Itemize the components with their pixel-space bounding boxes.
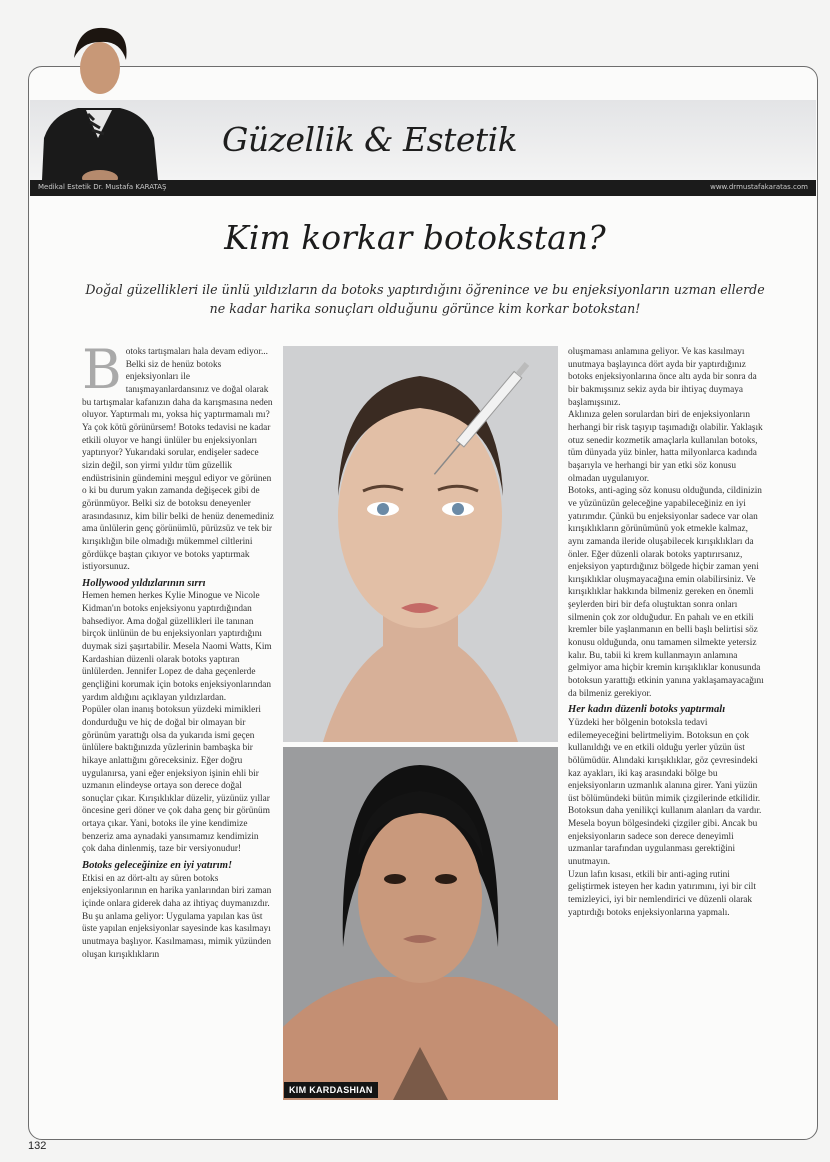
author-name: Medikal Estetik Dr. Mustafa KARATAŞ: [38, 183, 167, 191]
section-title: Güzellik & Estetik: [222, 120, 518, 159]
article-title: Kim korkar botokstan?: [224, 218, 606, 257]
paragraph: Yüzdeki her bölgenin botoksla tedavi edilemeyeceğini belirtmeliyim. Botoksun en çok kullanıldığı ve en etkili olduğu yerler yüzün üst bölümüdür. Alındaki kırışıklıklar, göz çevresindeki kaz ayakları, iki kaş arasındaki bölge bu enjeksiyonların uzmanlık alanına girer. Yani yüzün üst bölümündeki bütün mimik çizgilerinde etkilidir. Botoksun daha yenilikçi kullanım alanları da vardır. Mesela boyun bölgesindeki çizgiler gibi. Ancak bu enjeksiyonların sadece son derece deneyimli uzmanlar tarafından uygulanması gerektiğini unutmayın.: [568, 717, 762, 868]
subheading-investment: Botoks geleceğinize en iyi yatırım!: [82, 860, 233, 872]
paragraph: Uzun lafın kısası, etkili bir anti-aging rutini geliştirmek isteyen her kadın yatırımını, iyi bir cilt temizleyici, iyi bir nemlendirici ve düzenli olarak yaptırdığı botoks enjeksiyonlarına yapmalı.: [568, 869, 756, 918]
celebrity-portrait-icon: [283, 747, 558, 1100]
text-column-right: [568, 346, 764, 1106]
intro-paragraph: otoks tartışmaları hala devam ediyor... Belki siz de henüz botoks enjeksiyonları ile tanışmayanlardansınız ve doğal olarak bu tartışmalar kafanızın daha da karışmasına neden oluyor. Yaptırmalı mı, yoksa hiç yaptırmamalı mı? Ya çok kötü görünürsem! Botoks tedavisi ne kadar etkili oluyor ve hangi ünlüler bu enjeksiyonları yaptırıyor? Yukarıdaki sorular, endişeler sadece sizin değil, son yirmi yıldır tüm güzellik endüstrisinin gündemini meşgul ediyor ve görünen o ki bu durum yakın zamanda değişecek gibi de görünmüyor. Belki siz de botoksu deneyenler arasındasınız, kim bilir belki de henüz denemediniz ama ünlülerin genç görünümlü, pürüzsüz ve tek bir kırışıklığın bile olmadığı mükemmel ciltlerini gördükçe baştan çıkıyor ve botoks yaptırmak istiyorsunuz.: [82, 347, 274, 573]
author-portrait-icon: [34, 18, 164, 180]
page-number: 132: [28, 1140, 47, 1152]
website-link[interactable]: www.drmustafakaratas.com: [710, 183, 808, 191]
paragraph: Botoks, anti-aging söz konusu olduğunda, cildinizin ve yüzünüzün geleceğine yapabileceğiniz en iyi yatırımdır. Çünkü bu enjeksiyonlar sadece var olan kırışıklıkların görünümünü yok etmekle kalmaz, aynı zamanda ileride oluşabilecek kırışıklıkları da önler. Eğer düzenli olarak botoks yaptırırsanız, enjeksiyon yaptırdığınız bölgede hiçbir zaman yeni kırışıklıklar oluşmayacağına emin olabilirsiniz. Ve kırışıklıklar hakkında bilmeniz gereken en önemli şeylerden biri bir defa oluştuktan sonra onları silmenin çok zor olduğudur. En pahalı ve en etkili kremler bile yaşlanmanın en belli başlı belirtisi söz konusu olduğunda, onu tamamen silmekte yetersiz kalır. Bu, tabii ki krem kullanmayın anlamına gelmiyor ama hiçbir kremin kırışıklıklar konusunda botoksun yarattığı etkinin yanına yaklaşamayacağını da bilmeniz gerekiyor.: [568, 486, 764, 699]
celebrity-portrait-photo: [283, 747, 558, 1100]
author-bar: [30, 180, 816, 196]
paragraph: Popüler olan inanış botoksun yüzdeki mimikleri dondurduğu ve hiç de doğal bir olmayan bir görünüm yarattığı olsa da yukarıda ismi geçen ünlülere baktığınızda yüzlerinin bambaşka bir hikaye anlattığını göreceksiniz. Eğer doğru uygulanırsa, yani eğer enjeksiyon işinin ehli bir uzmanın elindeyse ortaya son derece doğal sonuçlar çıkar. Kırışıklıklar düzelir, yüzünüz yıllar öncesine geri döner ve çok daha genç bir görünüm ortaya çıkar. Yani, botoks ile yine kendimize benzeriz ama aynadaki yansımamız kendimizin çok daha dinlenmiş, taze bir versiyonudur!: [82, 705, 270, 855]
paragraph: Etkisi en az dört-altı ay süren botoks enjeksiyonlarının en harika yanlarından biri zaman içinde onlara giderek daha az ihtiyaç duymanızdır. Bu şu anlama geliyor: Uygulama yapılan kas üst üste yapılan enjeksiyonlar sayesinde kas kasılmayı unutmaya başlıyor. Kasılmaması, mimik yüzünden oluşan kırışıklıkların: [82, 873, 272, 960]
face-injection-icon: [283, 346, 558, 742]
text-column-left: [82, 346, 274, 1106]
subheading-hollywood: Hollywood yıldızlarının sırrı: [82, 577, 206, 589]
subheading-regular-botox: Her kadın düzenli botoks yaptırmalı: [568, 704, 726, 716]
paragraph: Aklınıza gelen sorulardan biri de enjeksiyonların herhangi bir risk taşıyıp taşımadığı olabilir. Yaklaşık otuz senedir kozmetik amaçlarla kullanılan botoks, tüm dünyada yüz binler, hatta milyonlarca kadında başarıyla ve herhangi bir yan etki söz konusu olmadan uygulanıyor.: [568, 410, 763, 484]
paragraph: oluşmaması anlamına geliyor. Ve kas kasılmayı unutmaya başlayınca dört ayda bir yaptırdığınız botoks enjeksiyonlarına önce altı ayda bir sonra da bir bakmışsınız sekiz ayda bir ihtiyaç duymaya başlamışsınız.: [568, 347, 757, 408]
article-lead: Doğal güzellikleri ile ünlü yıldızların da botoks yaptırdığını öğrenince ve bu enjeksiyonların uzman ellerde ne kadar harika sonuçları olduğunu görünce kim korkar botokstan!: [85, 282, 765, 316]
drop-cap: B: [82, 346, 122, 401]
paragraph: Hemen hemen herkes Kylie Minogue ve Nicole Kidman'ın botoks enjeksiyonu yaptırdığından bahsediyor. Ama doğal güzellikleri ile tanınan birçok ünlünün de bu enjeksiyonları yaptırdığını duymak sizi şaşırtabilir. Mesela Naomi Watts, Kim Kardashian düzenli olarak botoks yaptıran ünlülerden. Jennifer Lopez de daha geçenlerde gençliğini korumak için botoks enjeksiyonlarından yardım aldığını açıklayan yıldızlardan.: [82, 591, 272, 703]
photo-caption: KIM KARDASHIAN: [284, 1082, 378, 1098]
face-injection-photo: [283, 346, 558, 742]
